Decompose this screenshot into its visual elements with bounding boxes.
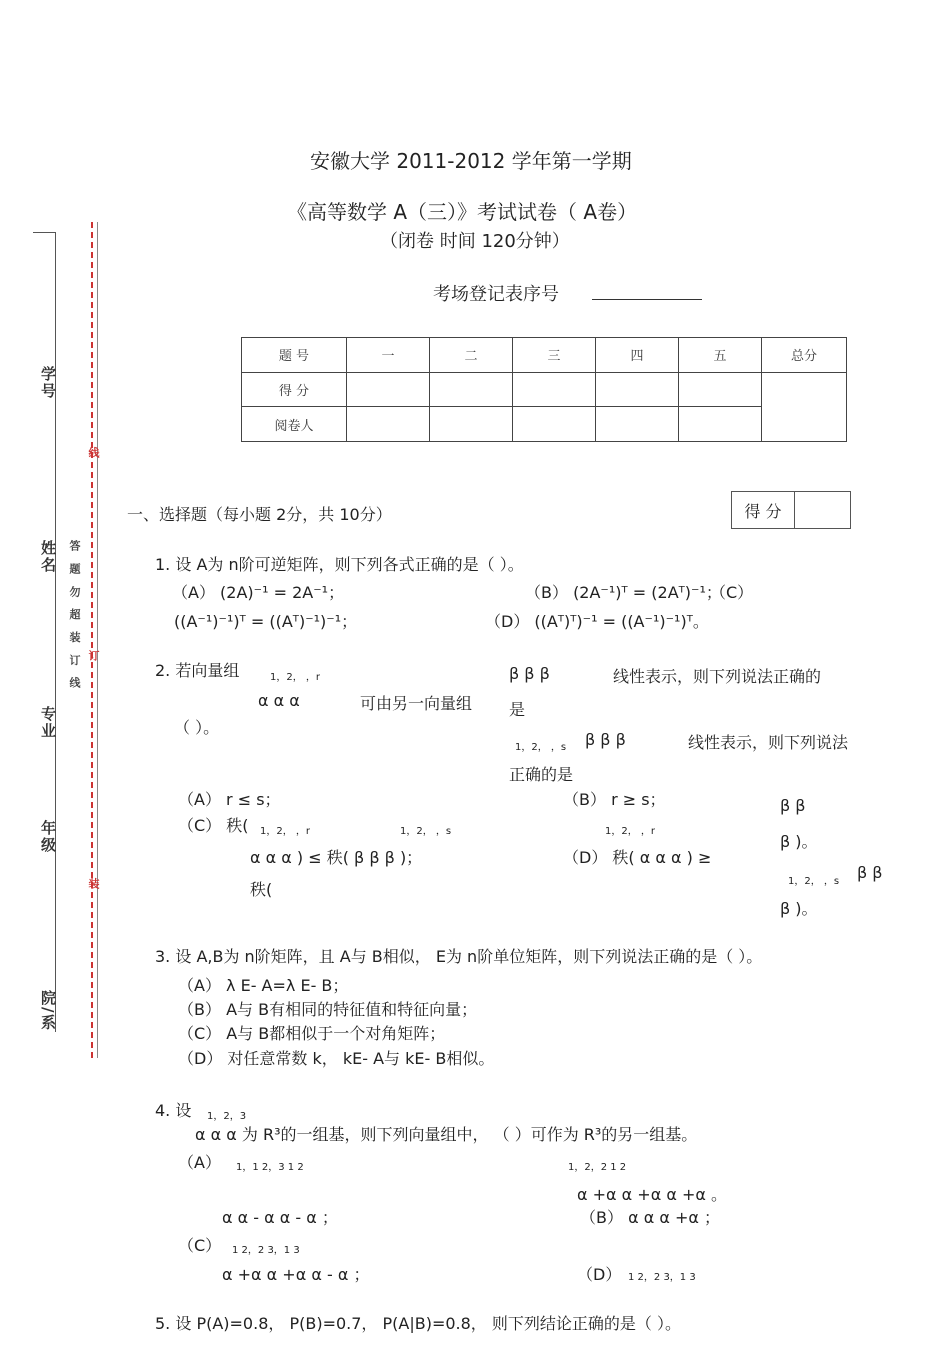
binding-warning-text: 答 题 勿 超 装 订 线	[68, 540, 81, 692]
register-number-field[interactable]	[592, 299, 702, 300]
q2-betas-1: β β β	[509, 664, 550, 683]
q4-stem-a: 4. 设	[155, 1101, 192, 1120]
q2-stem-a: 2. 若向量组	[155, 661, 240, 680]
q2-option-c-label: （C） 秩(	[178, 816, 249, 835]
q2-stem-f: 正确的是	[509, 765, 574, 784]
header-cell: 总分	[762, 338, 847, 373]
q4-option-a-body: α α - α α - α ；	[222, 1208, 338, 1227]
q4-option-c-body: α +α α +α α - α ；	[222, 1265, 370, 1284]
q2-option-a: （A） r ≤ s；	[178, 790, 281, 809]
q4-option-b-vectors: α +α α +α α +α 。	[577, 1185, 728, 1204]
q4-b-subscripts: 1，2，2 1 2	[568, 1162, 627, 1173]
grader-cell[interactable]	[513, 407, 596, 442]
header-cell: 五	[679, 338, 762, 373]
q2-option-b: （B） r ≥ s；	[563, 790, 666, 809]
score-cell[interactable]	[679, 372, 762, 407]
score-cell[interactable]	[513, 372, 596, 407]
q4-c-subscripts: 1 2，2 3，1 3	[232, 1245, 300, 1256]
q3-option-c: （C） A与 B都相似于一个对角矩阵；	[178, 1024, 446, 1043]
binding-line-left	[55, 232, 56, 1032]
q2-alphas: α α α	[258, 691, 300, 710]
q2-stem-e: 线性表示，则下列说法	[688, 733, 849, 752]
q1-option-d: （D） ((Aᵀ)ᵀ)⁻¹ = ((A⁻¹)⁻¹)ᵀ。	[485, 612, 709, 631]
q3-option-d: （D） 对任意常数 k， kE- A与 kE- B相似。	[178, 1049, 495, 1068]
side-field-major: 专业	[39, 706, 57, 740]
header-cell: 二	[430, 338, 513, 373]
q2-right-betas-2: β )。	[780, 832, 818, 851]
side-field-name: 姓名	[39, 540, 57, 574]
q2-stem-b: 可由另一向量组	[360, 694, 473, 713]
total-score-cell[interactable]	[762, 372, 847, 441]
q5-stem: 5. 设 P(A)=0.8， P(B)=0.7， P(A|B)=0.8， 则下列结论正确的是（ ）。	[155, 1314, 681, 1333]
q4-option-d-label: （D）	[577, 1265, 622, 1284]
q4-subscripts: 1，2，3	[207, 1111, 247, 1122]
q2-right-subscripts: 1，2， ，s	[788, 876, 840, 887]
grader-cell[interactable]	[679, 407, 762, 442]
exam-info: （闭卷 时间 120分钟）	[380, 231, 570, 252]
section-score-field[interactable]	[795, 492, 851, 529]
q2-stem-d: 是	[509, 700, 526, 719]
q3-option-b: （B） A与 B有相同的特征值和特征向量；	[178, 1000, 478, 1019]
score-cell[interactable]	[430, 372, 513, 407]
q2-c-subscripts-beta: 1，2， ，s	[400, 826, 452, 837]
q1-option-a: （A） (2A)⁻¹ = 2A⁻¹；	[172, 583, 345, 602]
q2-c-subscripts-alpha: 1，2， ，r	[260, 826, 311, 837]
section-title: 一、选择题（每小题 2分，共 10分）	[127, 505, 392, 524]
score-cell[interactable]	[347, 372, 430, 407]
q2-option-c-tail: 秩(	[250, 880, 273, 899]
q2-alpha-subscripts: 1，2， ，r	[270, 672, 321, 683]
q2-right-betas-1: β β	[780, 796, 806, 815]
score-table-row	[242, 407, 847, 442]
register-label: 考场登记表序号	[433, 284, 559, 305]
side-field-department: 院/系	[39, 990, 57, 1032]
q2-right-betas-3: β β	[857, 863, 883, 882]
q4-d-subscripts: 1 2，2 3，1 3	[628, 1272, 696, 1283]
header-cell: 题 号	[242, 338, 347, 373]
score-cell[interactable]	[596, 372, 679, 407]
q1-option-b: （B） (2A⁻¹)ᵀ = (2Aᵀ)⁻¹；	[525, 583, 722, 602]
section-score-label: 得 分	[732, 492, 795, 529]
q1-stem: 1. 设 A为 n阶可逆矩阵，则下列各式正确的是（ ）。	[155, 555, 524, 574]
q2-answer-paren: （ ）。	[174, 718, 220, 737]
q3-stem: 3. 设 A,B为 n阶矩阵，且 A与 B相似， E为 n阶单位矩阵，则下列说法正确的是（ ）。	[155, 947, 763, 966]
binding-mark-zhuang: 装	[87, 878, 100, 889]
binding-top-edge	[33, 232, 55, 233]
q2-beta-subscripts: 1，2， ，s	[515, 742, 567, 753]
q1-option-c-label: （C）	[710, 583, 754, 602]
side-field-student-id: 学号	[39, 366, 57, 400]
q4-a-subscripts: 1，1 2，3 1 2	[236, 1162, 304, 1173]
q2-stem-c: 线性表示，则下列说法正确的	[613, 667, 822, 686]
grader-cell[interactable]	[430, 407, 513, 442]
row-label: 得 分	[242, 372, 347, 407]
exam-title: 安徽大学 2011-2012 学年第一学期	[310, 149, 632, 173]
grader-cell[interactable]	[347, 407, 430, 442]
q2-betas-2: β β β	[585, 730, 626, 749]
q4-option-a-label: （A）	[178, 1153, 221, 1172]
q2-option-c-body: α α α ) ≤ 秩( β β β )；	[250, 848, 423, 867]
q2-d-subscripts: 1，2， ，r	[605, 826, 656, 837]
row-label: 阅卷人	[242, 407, 347, 442]
binding-line-right	[97, 222, 98, 1058]
score-table-row	[242, 372, 847, 407]
header-cell: 四	[596, 338, 679, 373]
q4-stem-b: α α α 为 R³的一组基，则下列向量组中， （ ）可作为 R³的另一组基。	[195, 1125, 698, 1144]
section-score-box	[731, 491, 851, 529]
grader-cell[interactable]	[596, 407, 679, 442]
score-table	[241, 337, 847, 442]
side-field-grade: 年级	[39, 820, 57, 854]
q4-option-b-body: （B） α α α +α ；	[580, 1208, 721, 1227]
q2-right-betas-4: β )。	[780, 899, 818, 918]
header-cell: 一	[347, 338, 430, 373]
course-title: 《高等数学 A（三）》考试试卷（ A卷）	[287, 200, 638, 224]
binding-mark-xian: 线	[87, 447, 100, 458]
q3-option-a: （A） λ E- A=λ E- B；	[178, 976, 349, 995]
header-cell: 三	[513, 338, 596, 373]
q1-option-c: ((A⁻¹)⁻¹)ᵀ = ((Aᵀ)⁻¹)⁻¹；	[174, 612, 358, 631]
binding-dashed-line	[91, 222, 93, 1058]
binding-mark-ding: 订	[87, 650, 100, 661]
score-table-header-row	[242, 338, 847, 373]
q2-option-d-body: （D） 秩( α α α ) ≥	[563, 848, 712, 867]
q4-option-c-label: （C）	[178, 1236, 222, 1255]
